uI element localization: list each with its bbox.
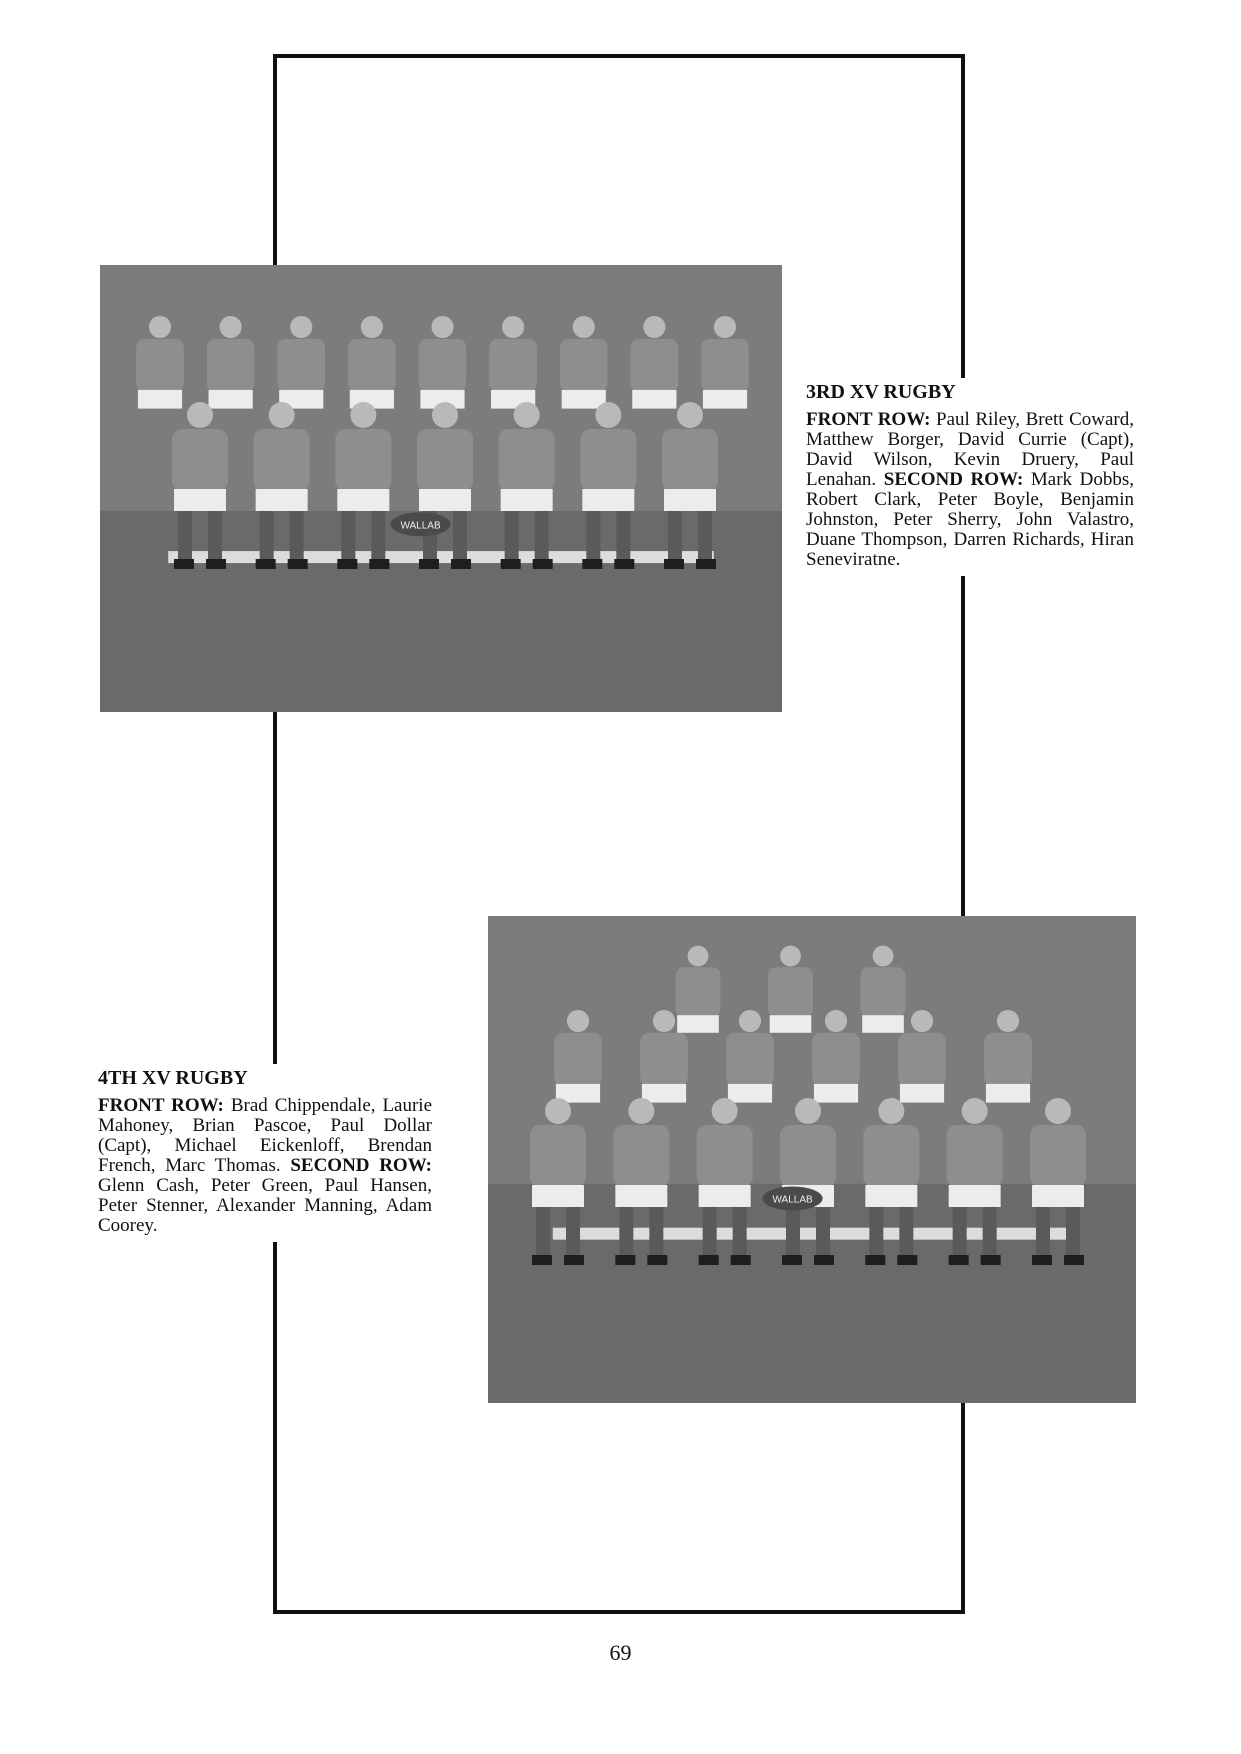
page-number: 69: [609, 1640, 632, 1665]
third-xv-second-row-names: Mark Dobbs, Robert Clark, Peter Boyle, Benjamin Johnston, Peter Sherry, John Valastro, Duane Thompson, Darren Richards, Hiran Seneviratne.: [806, 469, 1134, 570]
third-xv-caption: [806, 378, 1134, 576]
third-xv-title: 3RD XV RUGBY: [806, 381, 956, 403]
rugby-ball-text: WALLAB: [772, 1194, 813, 1206]
frame-top-border: [273, 54, 965, 58]
third-xv-second-row-label: SECOND ROW:: [883, 469, 1024, 490]
fourth-xv-caption: [98, 1064, 432, 1242]
fourth-xv-team-photo: [488, 916, 1136, 1403]
frame-bottom-border: [273, 1610, 965, 1614]
third-xv-front-row-names: Paul Riley, Brett Coward, Matthew Borger, David Currie (Capt), David Wilson, Kevin Druery, Paul Lenahan.: [806, 409, 1135, 490]
third-xv-team-photo: [100, 265, 782, 712]
fourth-xv-second-row-names: Glenn Cash, Peter Green, Paul Hansen, Peter Stenner, Alexander Manning, Adam Coorey.: [98, 1175, 432, 1236]
fourth-xv-title: 4TH XV RUGBY: [98, 1067, 248, 1089]
third-xv-roster: [806, 410, 1134, 570]
fourth-xv-front-row-names: Brad Chippendale, Laurie Mahoney, Brian Pascoe, Paul Dollar (Capt), Michael Eickenloff, Brendan French, Marc Thomas.: [98, 1095, 433, 1176]
fourth-xv-roster: [98, 1096, 432, 1236]
fourth-xv-front-row-label: FRONT ROW:: [98, 1095, 224, 1116]
fourth-xv-second-row-label: SECOND ROW:: [290, 1155, 432, 1176]
rugby-ball-text: WALLAB: [400, 520, 441, 532]
third-xv-front-row-label: FRONT ROW:: [806, 409, 931, 430]
